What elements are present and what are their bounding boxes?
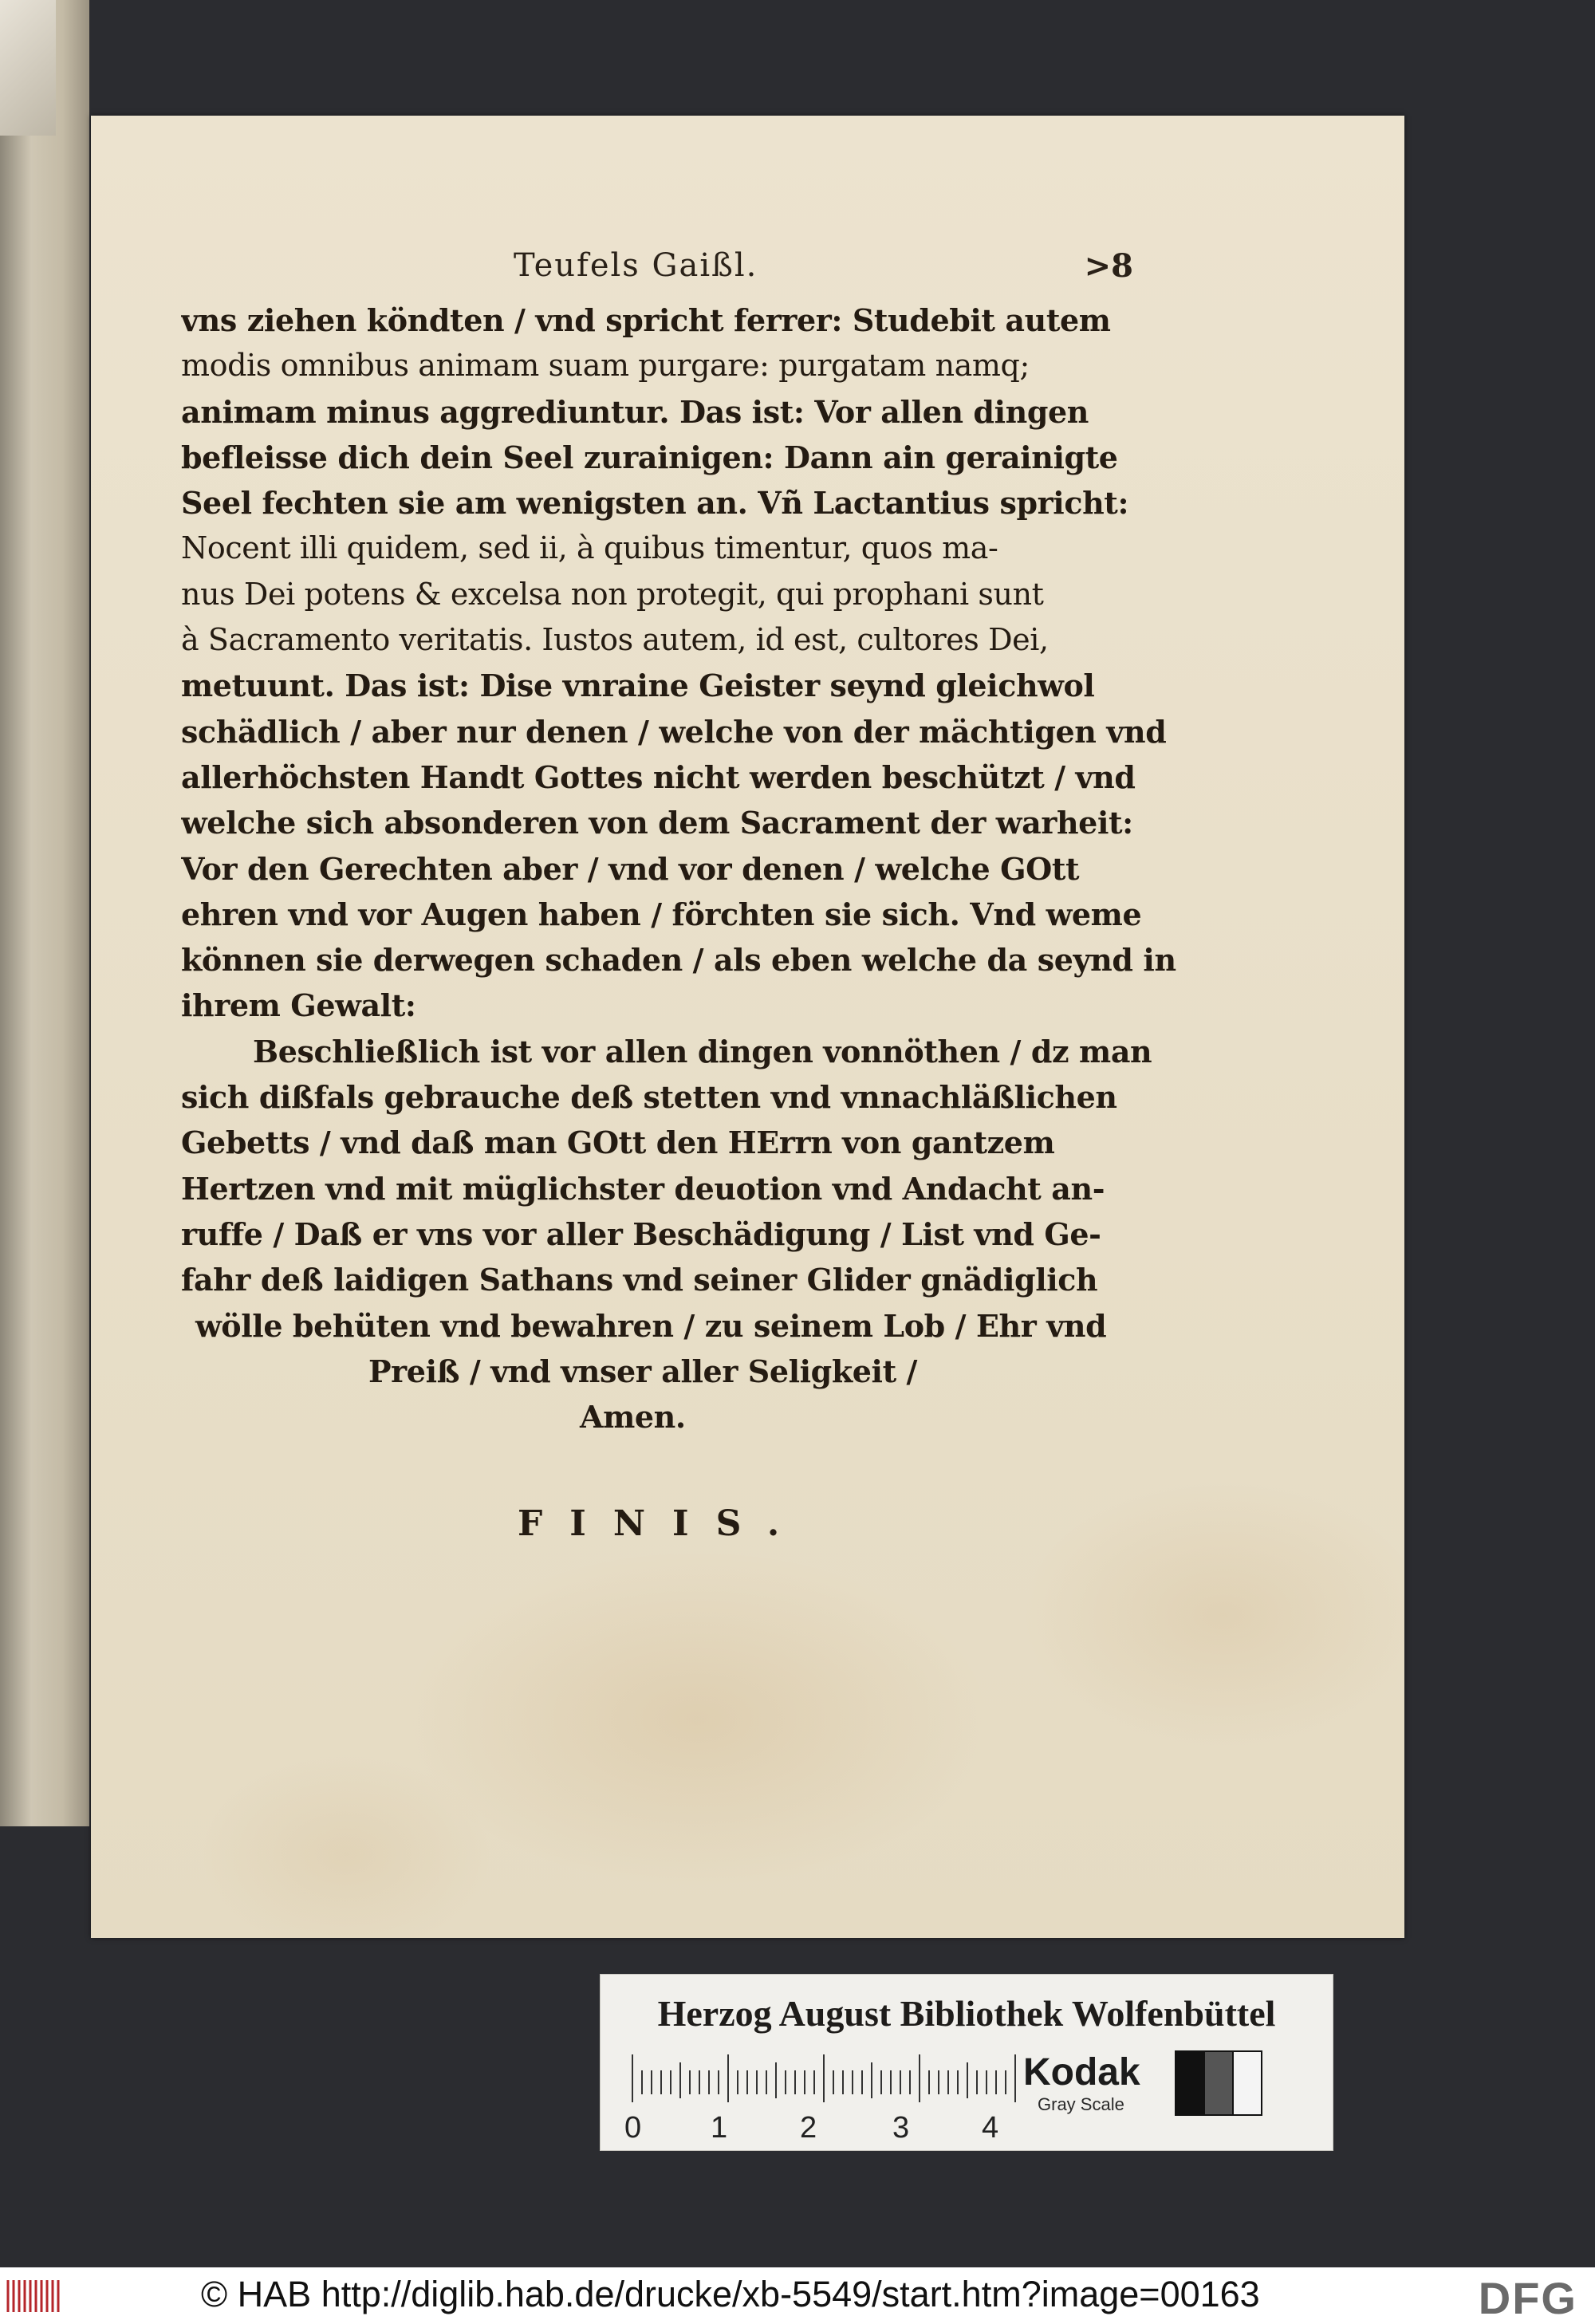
ruler-label: 1 bbox=[711, 2111, 728, 2142]
text-line: Seel fechten sie am wenigsten an. Vñ Lactantius spricht: bbox=[181, 485, 1129, 522]
text-line: wölle behüten vnd bewahren / zu seinem Lob / Ehr vnd bbox=[195, 1307, 1107, 1344]
footer-bar bbox=[0, 2267, 1595, 2324]
text-line: Hertzen vnd mit müglichster deuotion vnd Andacht an- bbox=[181, 1170, 1105, 1207]
text-line: animam minus aggrediuntur. Das ist: Vor allen dingen bbox=[181, 393, 1089, 430]
text-line: vns ziehen köndten / vnd spricht ferrer: Studebit autem bbox=[181, 302, 1111, 338]
text-line: welche sich absonderen von dem Sacrament der warheit: bbox=[181, 805, 1133, 841]
hab-barcode-icon bbox=[5, 2275, 65, 2317]
text-line: ehren vnd vor Augen haben / förchten sie sich. Vnd weme bbox=[181, 896, 1142, 932]
text-line: schädlich / aber nur denen / welche von der mächtigen vnd bbox=[181, 713, 1167, 750]
body-text bbox=[181, 297, 1194, 1440]
text-line: Gebetts / vnd daß man GOtt den HErrn von gantzem bbox=[181, 1125, 1055, 1161]
running-title: Teufels Gaißl. bbox=[514, 247, 758, 284]
ruler-label: 3 bbox=[892, 2111, 910, 2142]
kodak-logo: Kodak bbox=[1023, 2051, 1140, 2094]
scanned-page bbox=[91, 116, 1404, 1938]
text-line: Nocent illi quidem, sed ii, à quibus timentur, quos ma- bbox=[181, 530, 998, 566]
gray-patch-black bbox=[1175, 2050, 1205, 2116]
text-line: sich dißfals gebrauche deß stetten vnd vnnachläßlichen bbox=[181, 1079, 1117, 1116]
library-name: Herzog August Bibliothek Wolfenbüttel bbox=[657, 1993, 1276, 2034]
ruler-label: 2 bbox=[800, 2111, 817, 2142]
text-line: nus Dei potens & excelsa non protegit, qui prophani sunt bbox=[181, 576, 1044, 612]
text-line: allerhöchsten Handt Gottes nicht werden beschützt / vnd bbox=[181, 758, 1136, 795]
adjacent-page-edge bbox=[0, 0, 89, 1826]
text-line: ruffe / Daß er vns vor aller Beschädigung / List vnd Ge- bbox=[181, 1215, 1101, 1252]
text-line: fahr deß laidigen Sathans vnd seiner Glider gnädiglich bbox=[181, 1262, 1098, 1298]
text-line: metuunt. Das ist: Dise vnraine Geister seynd gleichwol bbox=[181, 668, 1095, 704]
copyright-link[interactable]: © HAB http://diglib.hab.de/drucke/xb-5549/start.htm?image=00163 bbox=[201, 2274, 1260, 2314]
page-fold bbox=[0, 0, 56, 136]
text-line: ihrem Gewalt: bbox=[181, 987, 416, 1024]
text-line: Beschließlich ist vor allen dingen vonnöthen / dz man bbox=[253, 1033, 1152, 1069]
text-line: Vor den Gerechten aber / vnd vor denen / welche GOtt bbox=[181, 850, 1080, 887]
library-color-card bbox=[600, 1974, 1333, 2151]
text-line: à Sacramento veritatis. Iustos autem, id est, cultores Dei, bbox=[181, 622, 1049, 658]
running-head bbox=[91, 247, 1404, 295]
text-line: befleisse dich dein Seel zurainigen: Dann ain gerainigte bbox=[181, 439, 1118, 475]
gray-scale-label: Gray Scale bbox=[1038, 2094, 1124, 2114]
text-line: Amen. bbox=[580, 1399, 686, 1436]
gray-patch-dark bbox=[1203, 2050, 1234, 2116]
ruler-scale bbox=[624, 2054, 1055, 2142]
finis-heading: FINIS. bbox=[518, 1503, 807, 1544]
gray-patch-light bbox=[1232, 2050, 1262, 2116]
ruler-label: 4 bbox=[982, 2111, 999, 2142]
text-line: modis omnibus animam suam purgare: purgatam namq; bbox=[181, 348, 1030, 384]
ruler-label: 0 bbox=[624, 2111, 642, 2142]
dfg-logo: DFG bbox=[1478, 2273, 1577, 2323]
page-number: >8 bbox=[1084, 247, 1133, 285]
text-line: können sie derwegen schaden / als eben welche da seynd in bbox=[181, 942, 1176, 979]
text-line: Preiß / vnd vnser aller Seligkeit / bbox=[368, 1353, 918, 1389]
ruler-ticks bbox=[632, 2054, 1015, 2102]
